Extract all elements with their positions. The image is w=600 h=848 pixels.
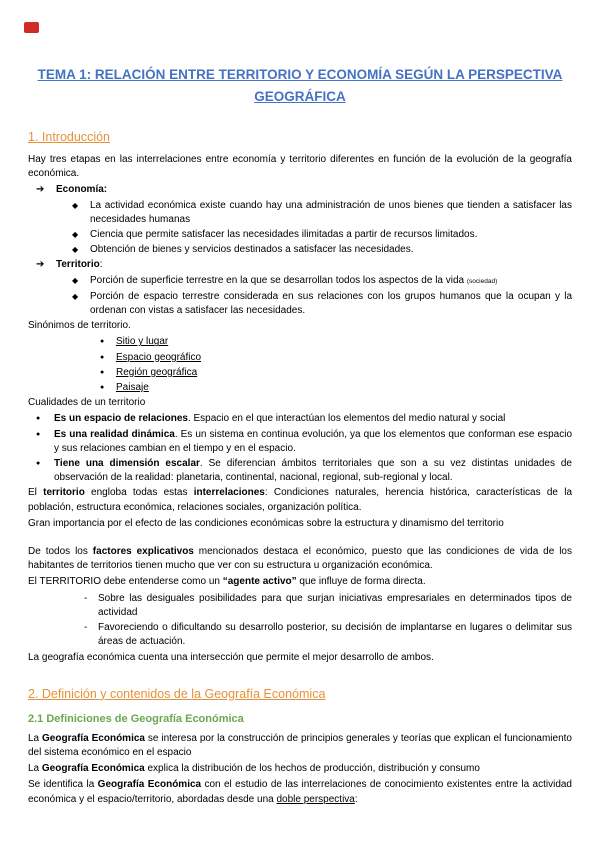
list-item — [28, 228, 572, 242]
list-item-text — [56, 258, 572, 272]
paragraph-definicion-1 — [28, 732, 572, 760]
diamond-bullet-icon: ◆ — [72, 275, 79, 285]
arrow-bullet-icon: ➔ — [36, 259, 45, 271]
text-segment: Tiene una dimensión escalar — [54, 458, 200, 470]
list-item-sinonimo — [28, 366, 572, 380]
text-segment-small: (sociedad) — [466, 277, 498, 285]
text-segment: engloba todas estas — [84, 487, 194, 499]
text-segment: De todos los — [28, 546, 93, 558]
text-segment: que influye de forma directa. — [296, 576, 426, 588]
list-item-text: Porción de espacio terrestre considerada en sus relaciones con los grupos humanos que la ocupan y la ordenan con vistas a satisfacer las necesidades. — [90, 290, 572, 317]
text-segment: Geografía Económica — [42, 732, 145, 744]
section-2-1-heading: 2.1 Definiciones de Geografía Económica — [28, 712, 244, 725]
list-item-text: Espacio geográfico — [116, 351, 202, 363]
text-segment: se interesa por la construcción de principios generales y teorías que explican el funcionamiento del sistema económico en el espacio — [28, 732, 572, 758]
text-segment: : Condiciones naturales, herencia histórica, características de la población, estructura económica, relaciones sociales, organización política. — [28, 487, 573, 513]
text-segment: El — [28, 487, 44, 499]
list-item-text: Región geográfica — [116, 366, 198, 378]
list-item-dash — [28, 621, 572, 649]
diamond-bullet-icon: ◆ — [72, 245, 79, 255]
text-segment: Geografía Económica — [41, 763, 145, 775]
paragraph-cualidades-label: Cualidades de un territorio — [28, 397, 146, 409]
paragraph-cierre: La geografía económica cuenta una intersección que permite el mejor desarrollo de ambos. — [28, 651, 434, 663]
diamond-bullet-icon: ◆ — [72, 230, 79, 240]
paragraph-intro: Hay tres etapas en las interrelaciones entre economía y territorio diferentes en función de la evolución de la geografía económica. — [28, 154, 572, 180]
list-item — [28, 243, 572, 257]
list-item-cualidad — [28, 457, 572, 485]
list-item-text: La actividad económica existe cuando hay una administración de unos bienes que tienden a satisfacer las necesidades humanas — [90, 199, 572, 225]
text-segment: explica la distribución de los hechos de producción, distribución y consumo — [144, 763, 480, 775]
list-item-cualidad — [28, 428, 572, 456]
text-segment: con el estudio de las interrelaciones de conocimiento existentes entre la actividad económica y el espacio/territorio, abordadas desde una — [28, 779, 572, 805]
text-segment: Porción de superficie terrestre en la que se desarrollan todos los aspectos de la vida — [90, 274, 467, 286]
list-item-sinonimo — [28, 335, 572, 349]
list-item — [28, 199, 572, 227]
text-segment: El TERRITORIO debe entenderse como un — [28, 576, 223, 588]
text-segment: La — [28, 732, 43, 744]
text-segment: . Espacio en el que interactúan los elementos del medio natural y social — [187, 413, 506, 425]
text-segment: Es una realidad dinámica — [54, 428, 175, 440]
round-bullet-icon: ● — [100, 353, 105, 361]
text-segment: territorio — [43, 487, 85, 499]
paragraph-gran-importancia: Gran importancia por el efecto de las condiciones económicas sobre la estructura y dinamismo del territorio — [28, 517, 504, 529]
text-segment: mencionados destaca el económico, puesto que las condiciones de vida de los habitantes de territorios tienen mucho que ver con su estructura u organización económica. — [28, 546, 572, 572]
round-bullet-icon: ● — [36, 415, 41, 423]
diamond-bullet-icon: ◆ — [72, 200, 79, 210]
list-item — [28, 274, 572, 289]
list-item-text — [54, 428, 572, 456]
text-segment: “agente activo” — [222, 576, 297, 588]
list-item-text: Favoreciendo o dificultando su desarrollo posterior, su decisión de implantarse en lugares o delimitar sus áreas de actuación. — [98, 622, 572, 648]
list-item-text: Paisaje — [116, 382, 149, 394]
list-item-text — [56, 183, 572, 197]
corner-red-badge — [24, 22, 39, 33]
text-segment: : — [99, 259, 103, 271]
dash-bullet-icon: - — [84, 622, 88, 634]
section-2-heading-text: 2. Definición y contenidos de la Geografía Económica — [28, 686, 326, 701]
list-item-sinonimo — [28, 351, 572, 365]
list-item-text: Sitio y lugar — [116, 336, 169, 348]
list-item-text: Ciencia que permite satisfacer las necesidades ilimitadas a partir de recursos limitados. — [90, 229, 478, 241]
text-segment: doble perspectiva — [276, 793, 355, 805]
list-item-text — [90, 274, 572, 289]
list-item-sinonimo — [28, 381, 572, 395]
text-segment: interrelaciones — [193, 487, 265, 499]
paragraph-factores — [28, 545, 572, 573]
text-segment: Geografía Económica — [97, 779, 202, 791]
paragraph-definicion-3 — [28, 778, 572, 806]
text-segment: Es un espacio de relaciones — [54, 413, 188, 425]
paragraph-territorio-engloba — [28, 486, 572, 514]
list-item-text — [54, 457, 572, 485]
list-item-territorio — [28, 258, 572, 272]
text-segment: factores explicativos — [92, 546, 194, 558]
section-1-heading-text: 1. Introducción — [28, 130, 110, 144]
paragraph-definicion-2 — [28, 762, 572, 776]
paragraph-agente-activo — [28, 575, 572, 589]
round-bullet-icon: ● — [100, 338, 105, 346]
round-bullet-icon: ● — [100, 368, 105, 376]
text-segment: La — [28, 763, 42, 775]
list-item-dash — [28, 592, 572, 620]
section-2-heading — [28, 687, 572, 701]
section-1-heading — [28, 130, 572, 144]
paragraph-sinonimos-label: Sinónimos de territorio. — [28, 320, 131, 332]
dash-bullet-icon: - — [84, 592, 88, 604]
text-segment: Se identifica la — [28, 779, 98, 791]
round-bullet-icon: ● — [36, 460, 41, 468]
arrow-bullet-icon: ➔ — [36, 184, 45, 196]
text-segment: . Es un sistema en continua evolución, ya que los elementos que conforman ese espacio y sus relaciones cambian en el tiempo y en el espacio. — [54, 428, 573, 454]
list-item-economia — [28, 183, 572, 197]
text-segment: . Se diferencian ámbitos territoriales que son a su vez distintas unidades de observación de la realidad: planetaria, continental, nacional, regional, sub-regional y local. — [54, 458, 572, 484]
document-title-text: TEMA 1: RELACIÓN ENTRE TERRITORIO Y ECONOMÍA SEGÚN LA PERSPECTIVA GEOGRÁFICA — [37, 67, 563, 104]
document-title — [28, 64, 572, 108]
text-segment: Territorio — [56, 259, 100, 271]
text-segment: : — [354, 793, 358, 805]
list-item-text: Sobre las desiguales posibilidades para que surjan iniciativas empresariales en determinados tipos de actividad — [98, 592, 572, 618]
list-item-cualidad — [28, 412, 572, 426]
text-segment: Economía: — [56, 184, 108, 196]
list-item-text: Obtención de bienes y servicios destinados a satisfacer las necesidades. — [90, 244, 414, 256]
diamond-bullet-icon: ◆ — [72, 291, 79, 301]
list-item-text — [54, 412, 572, 426]
list-item — [28, 290, 572, 318]
round-bullet-icon: ● — [36, 430, 41, 438]
round-bullet-icon: ● — [100, 384, 105, 392]
